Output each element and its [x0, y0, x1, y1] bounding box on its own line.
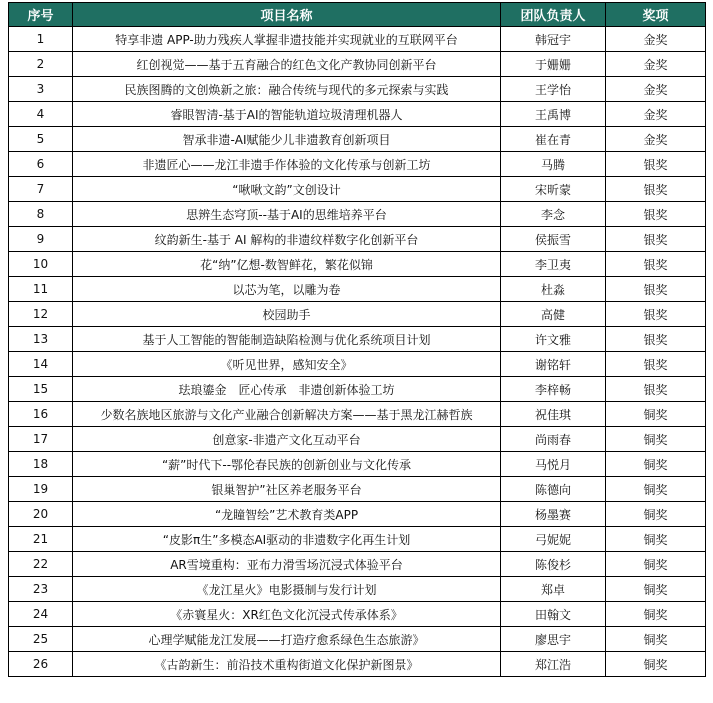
table-row — [9, 152, 706, 177]
table-row — [9, 77, 706, 102]
row-no: 6 — [9, 152, 73, 177]
row-award: 银奖 — [606, 177, 706, 202]
row-no: 1 — [9, 27, 73, 52]
table-row — [9, 277, 706, 302]
row-project-name: 基于人工智能的智能制造缺陷检测与优化系统项目计划 — [73, 327, 501, 352]
row-award: 金奖 — [606, 52, 706, 77]
row-project-name: “龙瞳智绘”艺术教育类APP — [73, 502, 501, 527]
row-award: 银奖 — [606, 377, 706, 402]
row-award: 铜奖 — [606, 452, 706, 477]
row-project-name: AR雪境重构：亚布力滑雪场沉浸式体验平台 — [73, 552, 501, 577]
row-project-name: 心理学赋能龙江发展——打造疗愈系绿色生态旅游》 — [73, 627, 501, 652]
row-team-leader: 宋昕蒙 — [501, 177, 606, 202]
row-project-name: “皮影π生”多模态AI驱动的非遗数字化再生计划 — [73, 527, 501, 552]
table-row — [9, 552, 706, 577]
row-award: 银奖 — [606, 152, 706, 177]
table-row — [9, 52, 706, 77]
row-project-name: 校园助手 — [73, 302, 501, 327]
row-award: 银奖 — [606, 352, 706, 377]
row-award: 铜奖 — [606, 477, 706, 502]
row-no: 8 — [9, 202, 73, 227]
row-project-name: 珐琅鎏金 匠心传承 非遗创新体验工坊 — [73, 377, 501, 402]
table-row — [9, 652, 706, 677]
table-row — [9, 577, 706, 602]
table-row — [9, 477, 706, 502]
row-no: 12 — [9, 302, 73, 327]
table-row — [9, 402, 706, 427]
row-team-leader: 杜淼 — [501, 277, 606, 302]
row-no: 19 — [9, 477, 73, 502]
row-award: 铜奖 — [606, 502, 706, 527]
row-no: 17 — [9, 427, 73, 452]
row-award: 银奖 — [606, 327, 706, 352]
row-no: 7 — [9, 177, 73, 202]
row-no: 10 — [9, 252, 73, 277]
row-project-name: “薪”时代下--鄂伦春民族的创新创业与文化传承 — [73, 452, 501, 477]
row-team-leader: 田翰文 — [501, 602, 606, 627]
row-team-leader: 李卫夷 — [501, 252, 606, 277]
row-award: 银奖 — [606, 277, 706, 302]
row-team-leader: 马悦月 — [501, 452, 606, 477]
table-row — [9, 177, 706, 202]
row-team-leader: 杨墨赛 — [501, 502, 606, 527]
row-award: 金奖 — [606, 102, 706, 127]
row-project-name: 以芯为笔，以雕为卷 — [73, 277, 501, 302]
row-team-leader: 马腾 — [501, 152, 606, 177]
row-team-leader: 谢铭轩 — [501, 352, 606, 377]
header-no: 序号 — [9, 3, 73, 27]
row-no: 21 — [9, 527, 73, 552]
row-no: 18 — [9, 452, 73, 477]
row-team-leader: 李念 — [501, 202, 606, 227]
row-no: 13 — [9, 327, 73, 352]
row-team-leader: 王禹博 — [501, 102, 606, 127]
table-row — [9, 202, 706, 227]
row-award: 铜奖 — [606, 402, 706, 427]
row-team-leader: 陈俊杉 — [501, 552, 606, 577]
row-no: 11 — [9, 277, 73, 302]
row-project-name: 《听见世界，感知安全》 — [73, 352, 501, 377]
row-no: 5 — [9, 127, 73, 152]
table-row — [9, 527, 706, 552]
row-project-name: 思辨生态穹顶--基于AI的思维培养平台 — [73, 202, 501, 227]
row-no: 20 — [9, 502, 73, 527]
row-award: 银奖 — [606, 227, 706, 252]
row-no: 9 — [9, 227, 73, 252]
row-no: 25 — [9, 627, 73, 652]
table-row — [9, 377, 706, 402]
row-no: 3 — [9, 77, 73, 102]
row-team-leader: 尚雨春 — [501, 427, 606, 452]
row-team-leader: 弓妮妮 — [501, 527, 606, 552]
row-project-name: 少数名族地区旅游与文化产业融合创新解决方案——基于黑龙江赫哲族 — [73, 402, 501, 427]
header-team-leader: 团队负责人 — [501, 3, 606, 27]
table-row — [9, 452, 706, 477]
row-no: 22 — [9, 552, 73, 577]
row-award: 铜奖 — [606, 602, 706, 627]
row-award: 金奖 — [606, 127, 706, 152]
row-no: 16 — [9, 402, 73, 427]
row-project-name: 纹韵新生-基于 AI 解构的非遗纹样数字化创新平台 — [73, 227, 501, 252]
row-award: 银奖 — [606, 302, 706, 327]
row-award: 银奖 — [606, 252, 706, 277]
row-award: 银奖 — [606, 202, 706, 227]
table-row — [9, 327, 706, 352]
row-project-name: 智承非遗-AI赋能少儿非遗教育创新项目 — [73, 127, 501, 152]
row-award: 铜奖 — [606, 552, 706, 577]
table-row — [9, 627, 706, 652]
row-team-leader: 祝佳琪 — [501, 402, 606, 427]
table-row — [9, 27, 706, 52]
table-row — [9, 102, 706, 127]
row-team-leader: 高健 — [501, 302, 606, 327]
row-no: 15 — [9, 377, 73, 402]
row-award: 金奖 — [606, 77, 706, 102]
row-no: 23 — [9, 577, 73, 602]
row-project-name: 《古韵新生：前沿技术重构街道文化保护新图景》 — [73, 652, 501, 677]
row-award: 铜奖 — [606, 652, 706, 677]
row-team-leader: 陈德向 — [501, 477, 606, 502]
row-team-leader: 于姗姗 — [501, 52, 606, 77]
row-team-leader: 韩冠宇 — [501, 27, 606, 52]
row-no: 2 — [9, 52, 73, 77]
table-row — [9, 352, 706, 377]
table-row — [9, 127, 706, 152]
row-project-name: 银巢智护”社区养老服务平台 — [73, 477, 501, 502]
row-no: 24 — [9, 602, 73, 627]
row-project-name: 睿眼智清-基于AI的智能轨道垃圾清理机器人 — [73, 102, 501, 127]
table-row — [9, 427, 706, 452]
row-project-name: 特享非遗 APP-助力残疾人掌握非遗技能并实现就业的互联网平台 — [73, 27, 501, 52]
table-row — [9, 252, 706, 277]
row-team-leader: 郑卓 — [501, 577, 606, 602]
row-project-name: 民族图腾的文创焕新之旅：融合传统与现代的多元探索与实践 — [73, 77, 501, 102]
header-project-name: 项目名称 — [73, 3, 501, 27]
row-award: 铜奖 — [606, 427, 706, 452]
row-project-name: 《赤寰星火：XR红色文化沉浸式传承体系》 — [73, 602, 501, 627]
row-no: 14 — [9, 352, 73, 377]
row-no: 26 — [9, 652, 73, 677]
header-award: 奖项 — [606, 3, 706, 27]
row-award: 金奖 — [606, 27, 706, 52]
table-row — [9, 502, 706, 527]
awards-table — [8, 2, 706, 677]
row-project-name: 红创视觉——基于五育融合的红色文化产教协同创新平台 — [73, 52, 501, 77]
table-row — [9, 602, 706, 627]
row-award: 铜奖 — [606, 527, 706, 552]
row-project-name: 非遗匠心——龙江非遗手作体验的文化传承与创新工坊 — [73, 152, 501, 177]
row-award: 铜奖 — [606, 577, 706, 602]
row-project-name: 创意家-非遗产文化互动平台 — [73, 427, 501, 452]
row-no: 4 — [9, 102, 73, 127]
row-team-leader: 侯振雪 — [501, 227, 606, 252]
row-team-leader: 郑江浩 — [501, 652, 606, 677]
row-project-name: 《龙江星火》电影摄制与发行计划 — [73, 577, 501, 602]
row-award: 铜奖 — [606, 627, 706, 652]
table-row — [9, 302, 706, 327]
header-row — [9, 3, 706, 27]
row-project-name: 花“纳”亿想-数智鲜花，繁花似锦 — [73, 252, 501, 277]
row-team-leader: 李梓畅 — [501, 377, 606, 402]
row-team-leader: 崔在青 — [501, 127, 606, 152]
table-row — [9, 227, 706, 252]
row-team-leader: 王学怡 — [501, 77, 606, 102]
row-project-name: “啾啾文韵”文创设计 — [73, 177, 501, 202]
row-team-leader: 许文雅 — [501, 327, 606, 352]
row-team-leader: 廖思宇 — [501, 627, 606, 652]
